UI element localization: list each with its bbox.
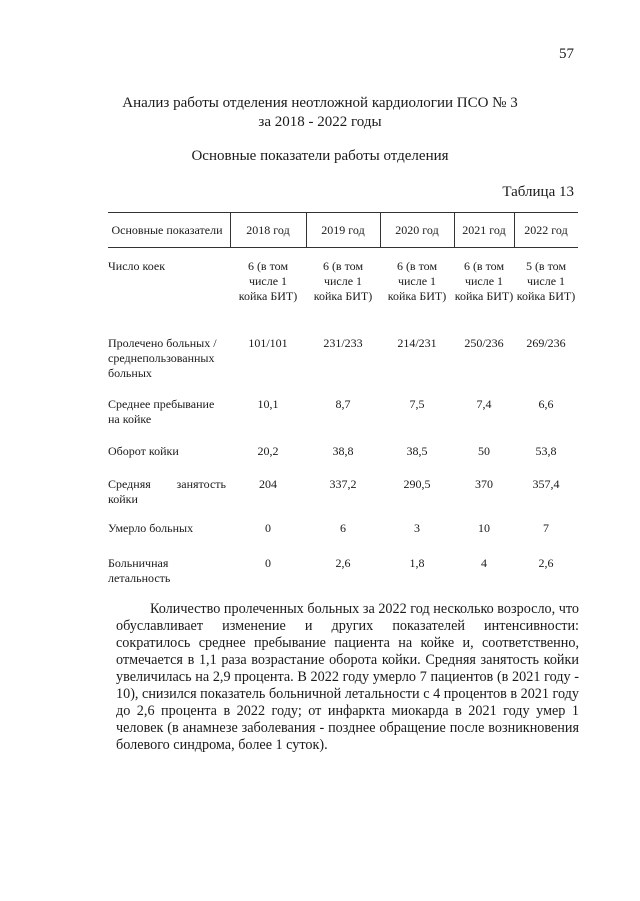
- row-value: 101/101: [248, 336, 288, 350]
- row-value: 8,7: [335, 397, 351, 411]
- section-subtitle: Основные показатели работы отделения: [191, 148, 449, 164]
- row-value: 7,4: [476, 397, 492, 411]
- header-year-2020: 2020 год: [395, 222, 439, 237]
- table-header-row: [108, 212, 578, 248]
- row-value: 6: [340, 521, 346, 535]
- row-value: 20,2: [257, 444, 279, 458]
- document-title-line-2: за 2018 - 2022 годы: [258, 114, 382, 130]
- row-value: 10: [478, 521, 490, 535]
- analysis-paragraph: [116, 601, 579, 754]
- row-value: 250/236: [464, 336, 504, 350]
- indicators-table: [108, 212, 578, 248]
- row-value: 214/231: [397, 336, 437, 350]
- row-label: Оборот койки: [108, 444, 179, 458]
- row-value: 290,5: [403, 477, 431, 491]
- row-value: 0: [265, 521, 271, 535]
- row-value: 5 (в том числе 1 койка БИТ): [516, 259, 576, 303]
- row-value: 4: [481, 556, 487, 570]
- row-value: 7,5: [409, 397, 425, 411]
- header-year-2019: 2019 год: [321, 222, 365, 237]
- row-value: 231/233: [323, 336, 363, 350]
- row-value: 6,6: [538, 397, 554, 411]
- header-indicator: Основные показатели: [111, 222, 223, 237]
- header-year-2018: 2018 год: [246, 222, 290, 237]
- row-value: 3: [414, 521, 420, 535]
- row-value: 0: [265, 556, 271, 570]
- row-label: Больничная летальность: [108, 556, 171, 585]
- paragraph-text: Количество пролеченных больных за 2022 год несколько возросло, что обуславливает изменение и других показателей интенсивности: сократилось среднее пребывание пациента на койке и, соответственно, отмечается в 1,1 раза возрастание оборота койки. Средняя занятость койки увеличилась на 2,9 процента. В 2022 году умерло 7 пациентов (в 2021 году - 10), снизился показатель больничной летальности с 4 процентов в 2021 году до 2,6 процента в 2022 году; от инфаркта миокарда в 2021 году умер 1 человек (в анамнезе заболевания - позднее обращение после возникновения болевого синдрома, более 1 суток).: [116, 601, 579, 753]
- header-year-2021: 2021 год: [462, 222, 506, 237]
- row-label: Пролечено больных / среднепользованных больных: [108, 336, 217, 380]
- row-value: 7: [543, 521, 549, 535]
- row-value: 6 (в том числе 1 койка БИТ): [387, 259, 447, 303]
- row-value: 269/236: [526, 336, 566, 350]
- row-value: 370: [475, 477, 493, 491]
- row-value: 204: [259, 477, 277, 491]
- row-value: 2,6: [538, 556, 554, 570]
- document-title-line-1: Анализ работы отделения неотложной кардиологии ПСО № 3: [122, 95, 518, 111]
- row-value: 10,1: [257, 397, 279, 411]
- row-label: Число коек: [108, 259, 166, 273]
- row-value: 2,6: [335, 556, 351, 570]
- row-label: Умерло больных: [108, 521, 194, 535]
- page-number: 57: [559, 46, 574, 62]
- table-caption: Таблица 13: [502, 184, 574, 200]
- row-label: Средняя занятость койки: [108, 477, 226, 506]
- row-label: Среднее пребывание на койке: [108, 397, 215, 426]
- row-value: 38,8: [332, 444, 354, 458]
- row-value: 1,8: [409, 556, 425, 570]
- row-value: 53,8: [535, 444, 557, 458]
- row-value: 6 (в том числе 1 койка БИТ): [454, 259, 514, 303]
- row-value: 6 (в том числе 1 койка БИТ): [313, 259, 373, 303]
- row-value: 357,4: [532, 477, 560, 491]
- header-year-2022: 2022 год: [524, 222, 568, 237]
- row-value: 50: [478, 444, 490, 458]
- row-value: 337,2: [329, 477, 357, 491]
- row-value: 6 (в том числе 1 койка БИТ): [238, 259, 298, 303]
- row-value: 38,5: [406, 444, 428, 458]
